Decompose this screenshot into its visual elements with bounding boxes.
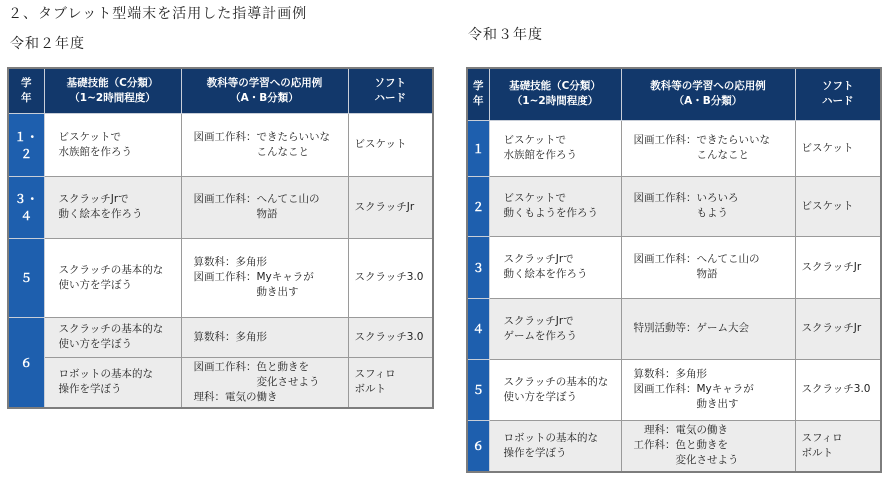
table-row xyxy=(467,176,881,236)
software-cell: スクラッチJr xyxy=(348,176,433,238)
software-cell: スクラッチJr xyxy=(795,298,881,359)
application-cell xyxy=(181,317,348,357)
application-cell xyxy=(621,298,795,359)
header-row xyxy=(8,68,433,113)
application-line: 図画工作科：へんてこ山の xyxy=(633,253,760,265)
skill-cell: ビスケットで 水族館を作ろう xyxy=(44,113,181,176)
application-line: 図画工作科：できたらいいな xyxy=(193,130,330,143)
skill-cell: スクラッチの基本的な 使い方を学ぼう xyxy=(489,359,621,420)
table-row xyxy=(467,236,881,298)
grade-cell: ４ xyxy=(467,298,489,359)
application-line: 理科：電気の働き xyxy=(633,424,728,437)
software-cell: スフィロ ボルト xyxy=(795,420,881,472)
skill-cell: ロボットの基本的な 操作を学ぼう xyxy=(44,357,181,408)
document-title: ２、タブレット型端末を活用した指導計画例 xyxy=(8,6,308,22)
application-line: もよう xyxy=(633,207,728,219)
application-line: 算数科：多角形 xyxy=(633,368,707,380)
application-cell xyxy=(621,359,795,420)
skill-cell: スクラッチJrで ゲームを作ろう xyxy=(489,298,621,359)
application-line: こんなこと xyxy=(193,145,309,158)
plan-table-left xyxy=(7,67,434,409)
header-software: ソフト ハード xyxy=(795,68,881,120)
grade-cell: ６ xyxy=(8,317,44,408)
skill-cell: スクラッチの基本的な 使い方を学ぼう xyxy=(44,317,181,357)
skill-cell: ビスケットで 動くもようを作ろう xyxy=(489,176,621,236)
software-cell: スフィロ ボルト xyxy=(348,357,433,408)
grade-cell: ３ xyxy=(467,236,489,298)
header-row xyxy=(467,68,881,120)
skill-cell: ビスケットで 水族館を作ろう xyxy=(489,120,621,176)
skill-cell: スクラッチJrで 動く絵本を作ろう xyxy=(44,176,181,238)
table-row xyxy=(467,298,881,359)
application-cell xyxy=(181,113,348,176)
application-line: 図画工作科：いろいろ xyxy=(633,192,739,204)
application-cell xyxy=(621,236,795,298)
application-line: 動き出す xyxy=(193,286,299,298)
application-line: 工作科：色と動きを xyxy=(633,439,728,452)
software-cell: スクラッチ3.0 xyxy=(348,238,433,317)
application-line: 算数科：多角形 xyxy=(193,330,267,343)
application-line: 物語 xyxy=(193,208,278,220)
skill-cell: スクラッチの基本的な 使い方を学ぼう xyxy=(44,238,181,317)
grade-cell: １・２ xyxy=(8,113,44,176)
application-line: 図画工作科：Myキャラが xyxy=(193,271,314,283)
software-cell: ビスケット xyxy=(795,120,881,176)
grade-cell: １ xyxy=(467,120,489,176)
application-line: 動き出す xyxy=(633,398,739,410)
application-line: 図画工作科：へんてこ山の xyxy=(193,193,320,205)
application-line: 算数科：多角形 xyxy=(193,256,267,268)
application-cell xyxy=(621,120,795,176)
grade-cell: ５ xyxy=(8,238,44,317)
grade-cell: ６ xyxy=(467,420,489,472)
header-grade: 学 年 xyxy=(8,68,44,113)
application-cell xyxy=(621,420,795,472)
software-cell: スクラッチJr xyxy=(795,236,881,298)
header-skill: 基礎技能（C分類） （1~2時間程度） xyxy=(44,68,181,113)
software-cell: ビスケット xyxy=(348,113,433,176)
grade-cell: ５ xyxy=(467,359,489,420)
application-line: 理科：電気の働き xyxy=(193,390,278,403)
table-row xyxy=(467,120,881,176)
grade-cell: ２ xyxy=(467,176,489,236)
header-application: 教科等の学習への応用例 （A・B分類） xyxy=(621,68,795,120)
header-application: 教科等の学習への応用例 （A・B分類） xyxy=(181,68,348,113)
application-line: 図画工作科：できたらいいな xyxy=(633,134,770,146)
application-cell xyxy=(181,238,348,317)
application-cell xyxy=(181,357,348,408)
table-row xyxy=(8,317,433,357)
application-line: こんなこと xyxy=(633,149,749,161)
skill-cell: スクラッチJrで 動く絵本を作ろう xyxy=(489,236,621,298)
application-line: 変化させよう xyxy=(193,375,320,388)
header-software: ソフト ハード xyxy=(348,68,433,113)
grade-cell: ３・４ xyxy=(8,176,44,238)
application-cell xyxy=(621,176,795,236)
year-label-left: 令和２年度 xyxy=(10,36,85,52)
application-line: 図画工作科：Myキャラが xyxy=(633,383,754,395)
application-line: 図画工作科：色と動きを xyxy=(193,360,309,373)
application-line: 変化させよう xyxy=(633,454,739,467)
year-label-right: 令和３年度 xyxy=(468,27,543,43)
application-line: 物語 xyxy=(633,268,718,280)
software-cell: ビスケット xyxy=(795,176,881,236)
plan-table-right xyxy=(466,67,882,473)
table-row xyxy=(8,357,433,408)
skill-cell: ロボットの基本的な 操作を学ぼう xyxy=(489,420,621,472)
software-cell: スクラッチ3.0 xyxy=(795,359,881,420)
table-row xyxy=(8,238,433,317)
table-row xyxy=(8,113,433,176)
application-line: 特別活動等：ゲーム大会 xyxy=(633,322,749,334)
header-grade: 学 年 xyxy=(467,68,489,120)
software-cell: スクラッチ3.0 xyxy=(348,317,433,357)
table-row xyxy=(467,420,881,472)
header-skill: 基礎技能（C分類） （1~2時間程度） xyxy=(489,68,621,120)
table-row xyxy=(8,176,433,238)
application-cell xyxy=(181,176,348,238)
table-row xyxy=(467,359,881,420)
